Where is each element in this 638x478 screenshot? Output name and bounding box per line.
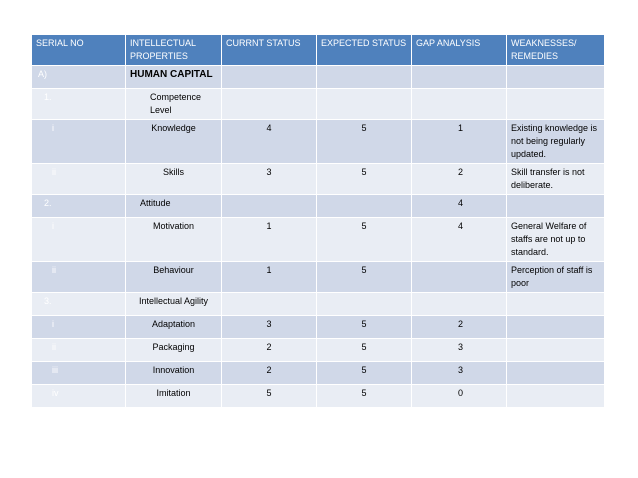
attribute-text: Competence Level (150, 92, 202, 115)
table-row (32, 120, 605, 164)
current-status-cell: 4 (222, 120, 317, 164)
attribute-cell: Knowledge (126, 120, 222, 164)
gap-analysis-cell (412, 89, 507, 120)
attribute-cell: Skills (126, 164, 222, 195)
attribute-cell: Behaviour (126, 262, 222, 293)
gap-analysis-cell: 3 (412, 362, 507, 385)
remedy-cell: Perception of staff is poor (507, 262, 605, 293)
serial-cell: 3. (32, 293, 126, 316)
serial-cell: i (32, 316, 126, 339)
current-status-cell: 3 (222, 316, 317, 339)
gap-analysis-cell: 3 (412, 339, 507, 362)
serial-cell: i (32, 120, 126, 164)
serial-cell: 2. (32, 195, 126, 218)
table-row (32, 218, 605, 262)
remedy-cell (507, 385, 605, 408)
expected-status-cell: 5 (317, 339, 412, 362)
expected-status-cell: 5 (317, 164, 412, 195)
header-expected-status: EXPECTED STATUS (317, 35, 412, 66)
attribute-cell: Packaging (126, 339, 222, 362)
gap-analysis-cell: 0 (412, 385, 507, 408)
gap-analysis-cell (412, 66, 507, 89)
serial-cell: iii (32, 362, 126, 385)
table-row (32, 385, 605, 408)
attribute-cell: Attitude (126, 195, 222, 218)
expected-status-cell: 5 (317, 316, 412, 339)
current-status-cell: 5 (222, 385, 317, 408)
attribute-cell: Imitation (126, 385, 222, 408)
remedy-cell (507, 339, 605, 362)
gap-analysis-cell (412, 293, 507, 316)
expected-status-cell (317, 66, 412, 89)
attribute-cell: Adaptation (126, 316, 222, 339)
remedy-cell (507, 66, 605, 89)
gap-analysis-cell: 2 (412, 164, 507, 195)
current-status-cell: 3 (222, 164, 317, 195)
current-status-cell (222, 293, 317, 316)
header-gap-analysis: GAP ANALYSIS (412, 35, 507, 66)
current-status-cell: 1 (222, 218, 317, 262)
serial-cell: i (32, 218, 126, 262)
remedy-cell: General Welfare of staffs are not up to standard. (507, 218, 605, 262)
serial-cell: 1. (32, 89, 126, 120)
gap-analysis-cell: 4 (412, 218, 507, 262)
expected-status-cell: 5 (317, 218, 412, 262)
gap-analysis-cell: 2 (412, 316, 507, 339)
gap-analysis-cell: 4 (412, 195, 507, 218)
serial-cell: ii (32, 339, 126, 362)
table-row (32, 362, 605, 385)
expected-status-cell: 5 (317, 262, 412, 293)
table-row (32, 195, 605, 218)
attribute-cell: Intellectual Agility (126, 293, 222, 316)
attribute-cell: Innovation (126, 362, 222, 385)
attribute-cell (126, 89, 222, 120)
table-row (32, 339, 605, 362)
expected-status-cell: 5 (317, 362, 412, 385)
table-row (32, 66, 605, 89)
table-row (32, 262, 605, 293)
table-row (32, 293, 605, 316)
remedy-cell (507, 89, 605, 120)
current-status-cell: 2 (222, 339, 317, 362)
table-row (32, 164, 605, 195)
current-status-cell: 2 (222, 362, 317, 385)
remedy-cell (507, 316, 605, 339)
current-status-cell: 1 (222, 262, 317, 293)
header-serial-no: SERIAL NO (32, 35, 126, 66)
header-current-status: CURRNT STATUS (222, 35, 317, 66)
expected-status-cell (317, 89, 412, 120)
remedy-cell: Existing knowledge is not being regularly updated. (507, 120, 605, 164)
attribute-cell: Motivation (126, 218, 222, 262)
serial-cell: ii (32, 262, 126, 293)
expected-status-cell (317, 195, 412, 218)
current-status-cell (222, 66, 317, 89)
remedy-cell: Skill transfer is not deliberate. (507, 164, 605, 195)
gap-analysis-cell: 1 (412, 120, 507, 164)
serial-cell: A) (32, 66, 126, 89)
remedy-cell (507, 362, 605, 385)
expected-status-cell: 5 (317, 120, 412, 164)
current-status-cell (222, 195, 317, 218)
remedy-cell (507, 195, 605, 218)
table-row (32, 89, 605, 120)
current-status-cell (222, 89, 317, 120)
expected-status-cell: 5 (317, 385, 412, 408)
attribute-cell: HUMAN CAPITAL (126, 66, 222, 89)
remedy-cell (507, 293, 605, 316)
header-weaknesses-remedies: WEAKNESSES/ REMEDIES (507, 35, 605, 66)
gap-analysis-cell (412, 262, 507, 293)
intellectual-capital-table (31, 34, 605, 408)
table-header-row (32, 35, 605, 66)
table-row (32, 316, 605, 339)
header-intellectual-properties: INTELLECTUAL PROPERTIES (126, 35, 222, 66)
serial-cell: iv (32, 385, 126, 408)
serial-cell: ii (32, 164, 126, 195)
expected-status-cell (317, 293, 412, 316)
